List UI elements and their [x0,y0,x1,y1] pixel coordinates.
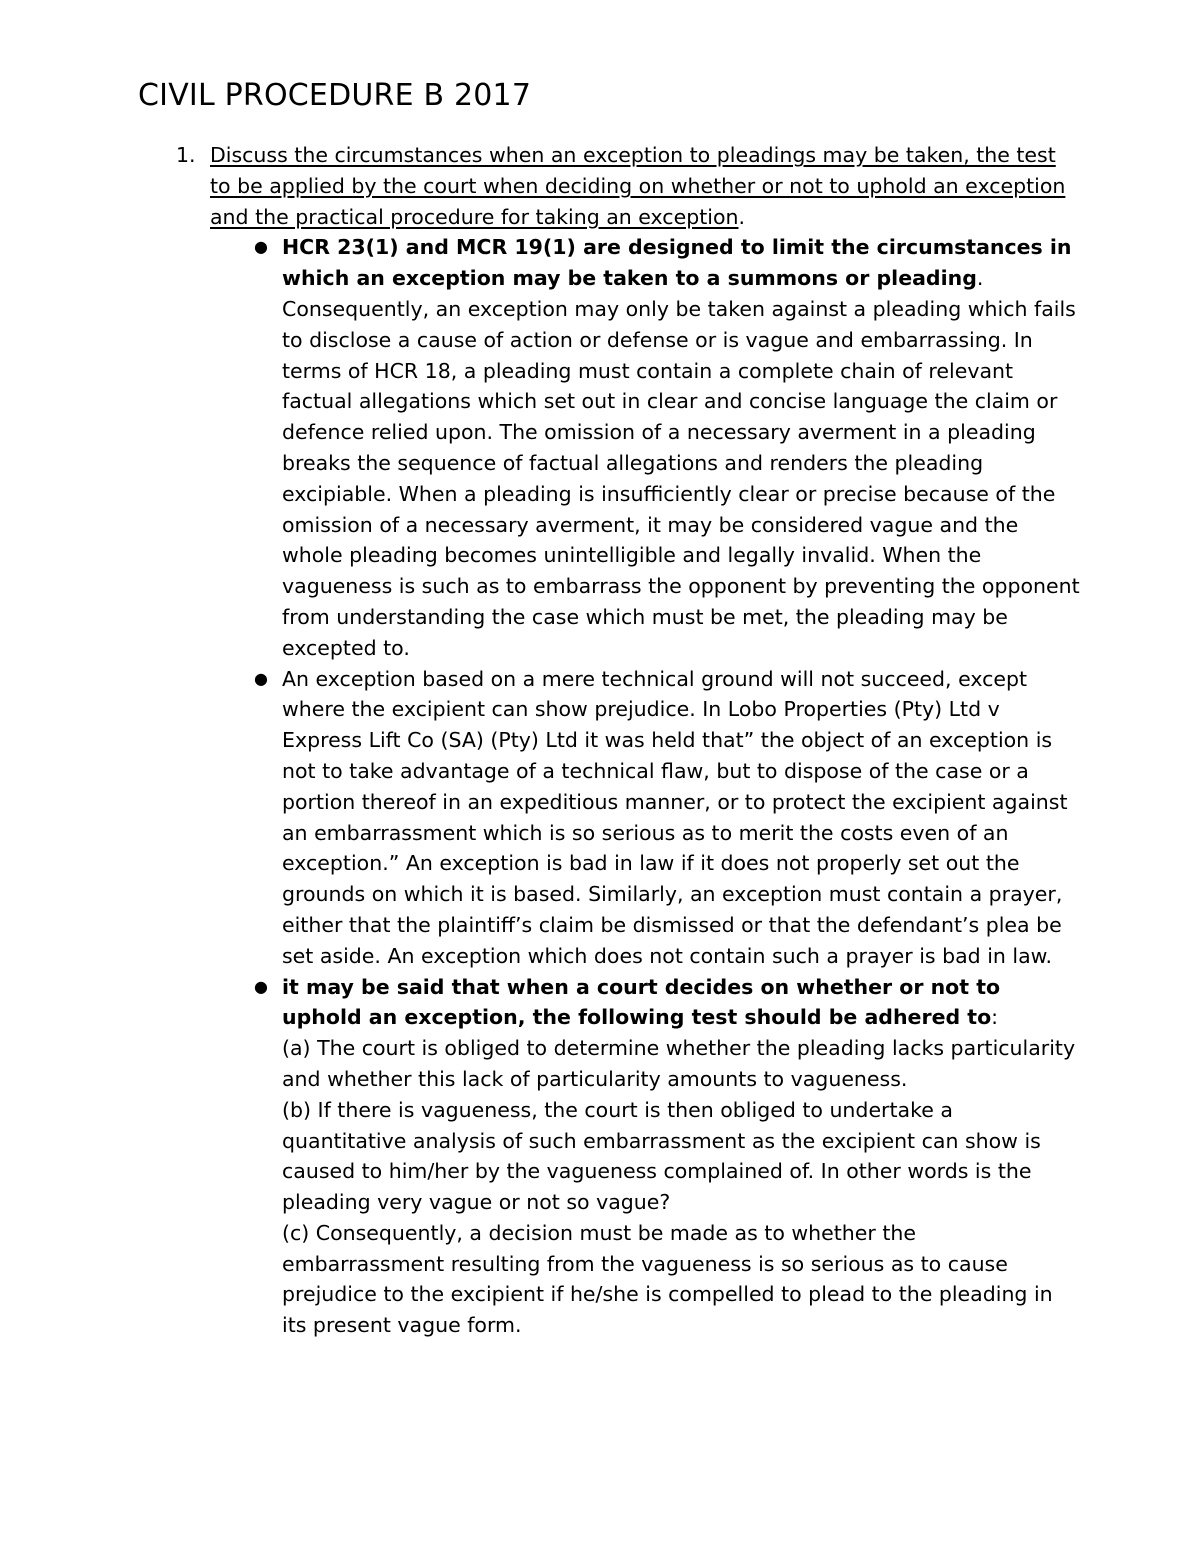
test-step-b: (b) If there is vagueness, the court is then obliged to undertake a quantitative analysis of such embarrassment as the excipient can show is caused to him/her by the vagueness complained of. In other words is the pleading very vague or not so vague? [282,1097,1041,1215]
test-step-c: (c) Consequently, a decision must be made as to whether the embarrassment resulting from the vagueness is so serious as to cause prejudice to the excipient if he/she is compelled to plead to the pleading in its present vague form. [282,1220,1053,1338]
bullet-icon: ● [254,668,268,688]
question-trailing: . [738,204,746,229]
test-step-a: (a) The court is obliged to determine whether the pleading lacks particularity and whether this lack of particularity amounts to vagueness. [282,1036,1076,1091]
bullet-item [210,972,1080,1342]
document-title: CIVIL PROCEDURE B 2017 [138,78,532,113]
answer-bullet-list [210,232,1080,1341]
question-text: Discuss the circumstances when an exception to pleadings may be taken, the test to be applied by the court when deciding on whether or not to uphold an exception and the practical procedure for taking an exception [210,143,1066,229]
bullet-item [210,232,1080,663]
question-number: 1. [176,143,196,167]
bullet-bold-text: it may be said that when a court decides on whether or not to uphold an exception, the following test should be adhered to [282,974,1001,1030]
bullet-icon: ● [254,237,268,257]
bullet-item [210,664,1080,972]
bullet-text: An exception based on a mere technical ground will not succeed, except where the excipient can show prejudice. In Lobo Properties (Pty) Ltd v Express Lift Co (SA) (Pty) Ltd it was held that” the object of an exception is not to take advantage of a technical flaw, but to dispose of the case or a portion thereof in an expeditious manner, or to protect the excipient against an embarrassment which is so serious as to merit the costs even of an exception.” An exception is bad in law if it does not properly set out the grounds on which it is based. Similarly, an exception must contain a prayer, either that the plaintiff’s claim be dismissed or that the defendant’s plea be set aside. An exception which does not contain such a prayer is bad in law. [282,666,1068,968]
bullet-text: : [991,1005,999,1030]
bullet-icon: ● [254,976,268,996]
question-1 [138,140,1080,1341]
bullet-bold-text: HCR 23(1) and MCR 19(1) are designed to limit the circumstances in which an exception may be taken to a summons or pleading [282,235,1072,291]
bullet-text: . Consequently, an exception may only be taken against a pleading which fails to disclose a cause of action or defense or is vague and embarrassing. In terms of HCR 18, a pleading must contain a complete chain of relevant factual allegations which set out in clear and concise language the claim or defence relied upon. The omission of a necessary averment in a pleading breaks the sequence of factual allegations and renders the pleading excipiable. When a pleading is insufficiently clear or precise because of the omission of a necessary averment, it may be considered vague and the whole pleading becomes unintelligible and legally invalid. When the vagueness is such as to embarrass the opponent by preventing the opponent from understanding the case which must be met, the pleading may be excepted to. [282,266,1080,660]
